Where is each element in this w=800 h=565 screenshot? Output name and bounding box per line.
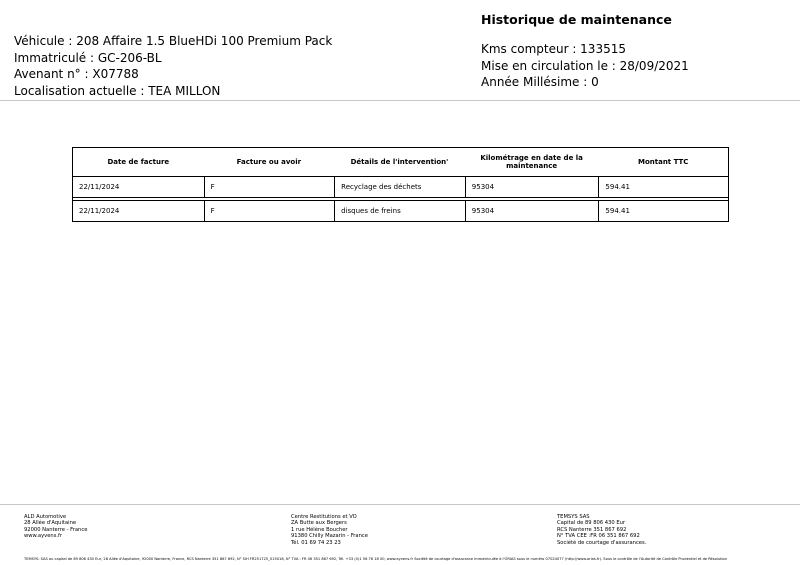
footer-line: Centre Restitutions et VO (291, 514, 357, 520)
footer-line: ZA Butte aux Bergers (291, 520, 347, 527)
footer-restitution-center (291, 514, 368, 546)
vehicle-location: Localisation actuelle : TEA MILLON (14, 83, 221, 98)
footer-line: 91380 Chilly Mazarin - France (291, 533, 368, 540)
odometer-reading: Kms compteur : 133515 (481, 42, 626, 56)
column-header-invoice-type: Facture ou avoir (236, 158, 302, 166)
footer-line: N° TVA CEE :FR 06 351 867 692 (557, 533, 640, 540)
footer-divider (0, 504, 800, 505)
footer-line: 1 rue Hélène Boucher (291, 526, 348, 533)
invoice-type-cell: F (204, 200, 335, 221)
footer-line: RCS Nanterre 351 867 692 (557, 526, 627, 533)
vehicle-model: Véhicule : 208 Affaire 1.5 BlueHDi 100 Premium Pack (14, 34, 333, 48)
page-title: Historique de maintenance (481, 12, 672, 27)
footer-line: ALD Automotive (24, 514, 67, 520)
column-header-invoice-date: Date de facture (107, 158, 170, 166)
maintenance-summary (481, 12, 689, 91)
first-registration-date: Mise en circulation le : 28/09/2021 (481, 58, 689, 73)
vehicle-info (14, 33, 332, 99)
invoice-date-cell: 22/11/2024 (73, 200, 204, 221)
invoice-type-cell: F (204, 176, 335, 197)
footer-line: 28 Allée d'Aquitaine (24, 520, 77, 527)
maintenance-table (72, 147, 729, 222)
footer-website-link[interactable]: www.ayvens.fr (24, 533, 63, 540)
invoice-date-cell: 22/11/2024 (73, 176, 204, 197)
vehicle-registration: Immatriculé : GC-206-BL (14, 50, 162, 65)
footer-line: Capital de 89 806 430 Eur (557, 520, 626, 527)
table-header-row (73, 148, 728, 176)
mileage-cell: 95304 (465, 200, 599, 221)
footer-line: 92000 Nanterre - France (24, 526, 88, 533)
footer-line: Société de courtage d'assurances. (557, 539, 647, 546)
footer-insurer-info (557, 514, 646, 546)
model-year: Année Millésime : 0 (481, 75, 599, 89)
amount-cell: 594.41 (598, 200, 728, 221)
footer-line: TEMSYS SAS (557, 514, 590, 520)
legal-text: TEMSYS: SAS au capital de 89 806 430 Eur, 28 Allée d'Aquitaine, 92000 Nanterre, France, RCS Nanterre 351 867 692, N° SIH FR251725_015018, N° TVA : FR 06 351 867 692, Tél. +33 (0)1 56 76 18 00, www.ayvens.fr Société de courtage d'assurance immatriculée à l'ORIAS sous le numéro 07024077 (http://www.orias.fr). Sous le contrôle de l'Autorité de Contrôle Prudentiel et de Résolution (24, 557, 727, 561)
vehicle-amendment: Avenant n° : X07788 (14, 67, 139, 81)
footer-legal-notice (24, 557, 784, 565)
table-row (73, 200, 728, 221)
header-divider (0, 100, 800, 101)
column-header-intervention-details: Détails de l'intervention' (350, 158, 449, 166)
column-header-amount: Montant TTC (637, 158, 689, 166)
intervention-details-cell: Recyclage des déchets (334, 176, 465, 197)
footer-company-address (24, 514, 87, 540)
amount-cell: 594.41 (598, 176, 728, 197)
column-header-mileage: Kilométrage en date de la maintenance (480, 154, 583, 170)
intervention-details-cell: disques de freins (334, 200, 465, 221)
mileage-cell: 95304 (465, 176, 599, 197)
table-row (73, 176, 728, 197)
footer-phone: Tél. 01 69 74 23 23 (291, 539, 341, 546)
